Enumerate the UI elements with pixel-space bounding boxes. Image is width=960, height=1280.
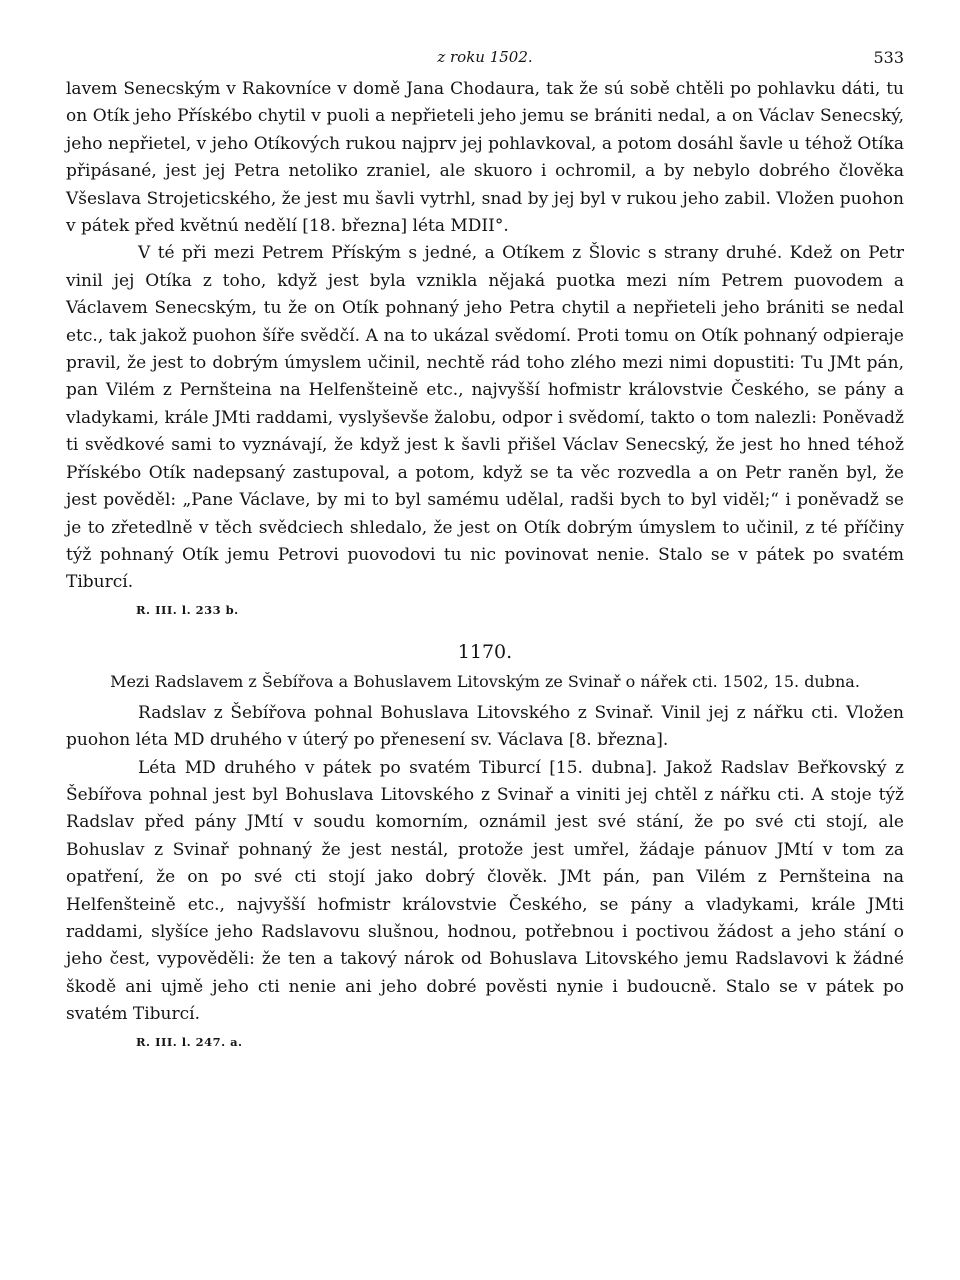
paragraph: lavem Senecským v Rakovníce v domě Jana Chodaura, tak že sú sobě chtěli po pohlavku dáti, tu on Otík jeho Přískébo chytil v puoli a nepřieteli jeho jemu se brániti nedal, a on Václav Senecský, jeho nepřietel, v jeho Otíkových rukou najprv jej pohlavkoval, a potom dosáhl šavle u téhož Otíka připásané, jest jej Petra netoliko zraniel, ale skuoro i ochromil, a by nebylo dobrého člověka Všeslava Strojeticského, že jest mu šavli vytrhl, snad by jej byl v rukou jeho zabil. Vložen puohon v pátek před květnú nedělí [18. března] léta MDII°. <box>66 79 904 237</box>
entry-1170 <box>66 639 904 1051</box>
document-page <box>66 40 904 1260</box>
source-reference: R. III. l. 233 b. <box>136 602 239 617</box>
entry-1169-continuation <box>66 76 904 619</box>
paragraph: V té při mezi Petrem Příským s jedné, a Otíkem z Šlovic s strany druhé. Kdež on Petr vinil jej Otíka z toho, když jest byla vznikla nějaká puotka mezi ním Petrem puovodem a Václavem Senecským, tu že on Otík pohnaný jeho Petra chytil a nepřieteli jeho brániti se nedal etc., tak jakož puohon šíře svědčí. A na to ukázal svědomí. Proti tomu on Otík pohnaný odpieraje pravil, že jest to dobrým úmyslem učinil, nechtě rád toho zlého mezi nimi dopustiti: Tu JMt pán, pan Vilém z Pernšteina na Helfenšteině etc., najvyšší hofmistr královstvie Českého, se pány a vladykami, krále JMti raddami, vyslyševše žalobu, odpor i svědomí, takto o tom nalezli: Poněvadž ti svědkové sami to vyznávají, že když jest k šavli přišel Václav Senecský, že jest ho hned téhož Přískébo Otík nadepsaný zastupoval, a potom, když se ta věc rozvedla a on Petr raněn byl, že jest pověděl: „Pane Václave, by mi to byl samému udělal, radši bych to byl viděl;“ i poněvadž se je to zřetedlně v těch svědciech shledalo, že jest on Otík dobrým úmyslem to učinil, z té příčiny týž pohnaný Otík jemu Petrovi puovodovi tu nic povinovat nenie. Stalo se v pátek po svatém Tiburcí. <box>66 243 904 593</box>
paragraph: Léta MD druhého v pátek po svatém Tiburcí [15. dubna]. Jakož Radslav Beřkovský z Šebířova pohnal jest byl Bohuslava Litovského z Svinař a viniti jej chtěl z nářku cti. A stoje týž Radslav před pány JMtí v soudu komorním, oznámil jest své stání, že po své cti stojí, ale Bohuslav z Svinař pohnaný že jest nestál, protože jest umřel, žádaje pánuov JMtí v tom za opatření, že on po své cti stojí jako dobrý člověk. JMt pán, pan Vilém z Pernšteina na Helfenšteině etc., najvyšší hofmistr královstvie Českého, se pány a vladykami, krále JMti raddami, slyšíce jeho Radslavovu slušnou, hodnou, potřebnou i poctivou žádost a jeho stání o jeho čest, vypověděli: že ten a takový nárok od Bohuslava Litovského jemu Radslavovi k žádné škodě ani ujmě jeho cti nenie ani jeho dobré pověsti nynie i budoucně. Stalo se v pátek po svatém Tiburcí. <box>66 757 904 1025</box>
entry-heading: Mezi Radslavem z Šebířova a Bohuslavem Litovským ze Svinař o nářek cti. 1502, 15. dubna. <box>110 671 860 691</box>
source-reference: R. III. l. 247. a. <box>136 1034 243 1049</box>
running-title: z roku 1502. <box>437 48 533 66</box>
paragraph: Radslav z Šebířova pohnal Bohuslava Litovského z Svinař. Vinil jej z nářku cti. Vložen puohon léta MD druhého v úterý po přenesení sv. Václava [8. března]. <box>66 702 904 751</box>
entry-number: 1170. <box>457 640 513 663</box>
running-head <box>66 40 904 76</box>
page-number: 533 <box>873 48 904 67</box>
